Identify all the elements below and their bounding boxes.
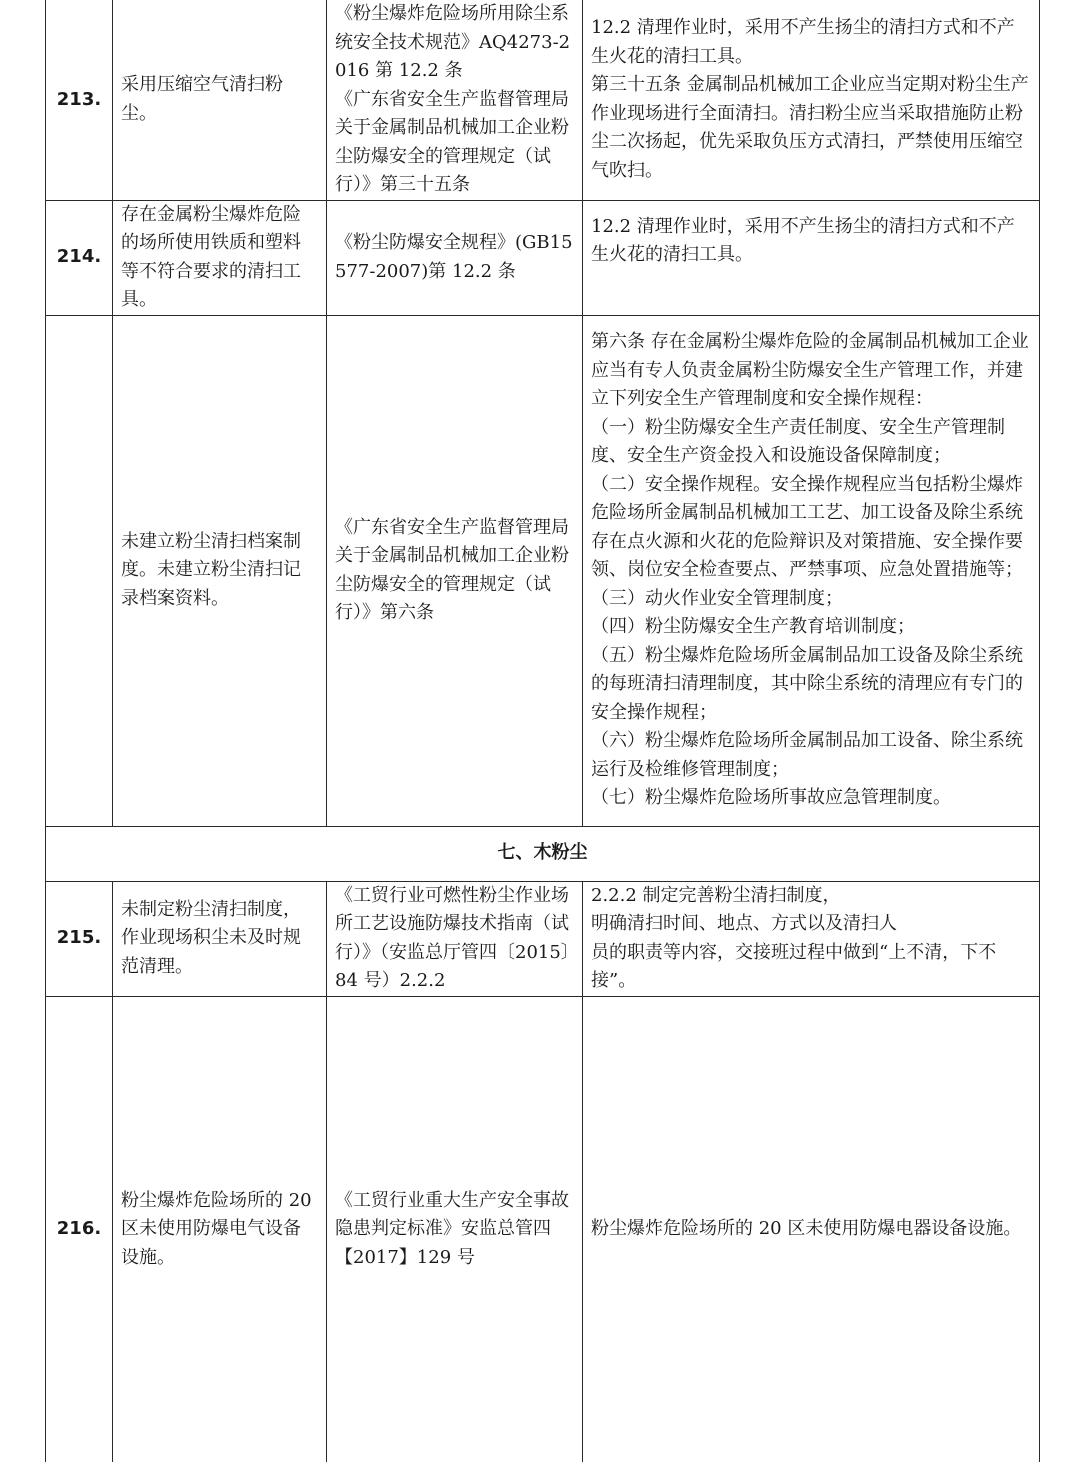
row-number: 216.	[46, 996, 113, 1462]
requirement-cell	[583, 200, 1040, 315]
requirement-text: （五）粉尘爆炸危险场所金属制品加工设备及除尘系统的每班清扫清理制度，其中除尘系统的清理应有专门的安全操作规程；	[591, 644, 1023, 723]
issue-cell	[113, 200, 327, 315]
issue-text: 采用压缩空气清扫粉尘。	[121, 74, 283, 124]
basis-text: 《粉尘防爆安全规程》(GB15577-2007)第 12.2 条	[335, 232, 573, 282]
section-row	[46, 826, 1040, 881]
hazard-table	[45, 0, 1040, 1462]
issue-text: 未建立粉尘清扫档案制度。未建立粉尘清扫记录档案资料。	[121, 530, 301, 609]
basis-cell	[327, 996, 583, 1462]
requirement-cell	[583, 881, 1040, 996]
requirement-text: 第六条 存在金属粉尘爆炸危险的金属制品机械加工企业应当有专人负责金属粉尘防爆安全生产管理工作，并建立下列安全生产管理制度和安全操作规程：	[591, 331, 1029, 410]
table-row	[46, 996, 1040, 1462]
requirement-text: （四）粉尘防爆安全生产教育培训制度；	[591, 616, 915, 638]
row-number: 215.	[46, 881, 113, 996]
issue-cell	[113, 881, 327, 996]
requirement-text: 员的职责等内容，交接班过程中做到“上不清，下不接”。	[591, 941, 997, 991]
basis-cell	[327, 0, 583, 200]
requirement-cell	[583, 315, 1040, 826]
requirement-text: 12.2 清理作业时，采用不产生扬尘的清扫方式和不产生火花的清扫工具。	[591, 215, 1015, 265]
requirement-text: （一）粉尘防爆安全生产责任制度、安全生产管理制度、安全生产资金投入和设施设备保障制度；	[591, 416, 1005, 467]
requirement-text: 第三十五条 金属制品机械加工企业应当定期对粉尘生产作业现场进行全面清扫。清扫粉尘应当采取措施防止粉尘二次扬起，优先采取负压方式清扫，严禁使用压缩空气吹扫。	[591, 74, 1029, 181]
requirement-cell	[583, 996, 1040, 1462]
requirement-text: 粉尘爆炸危险场所的 20 区未使用防爆电器设备设施。	[591, 1218, 1022, 1239]
basis-cell	[327, 200, 583, 315]
row-number	[46, 315, 113, 826]
row-number: 214.	[46, 200, 113, 315]
row-number: 213.	[46, 0, 113, 200]
basis-text: 《工贸行业重大生产安全事故隐患判定标准》安监总管四【2017】129 号	[335, 1189, 569, 1268]
basis-text: 《工贸行业可燃性粉尘作业场所工艺设施防爆技术指南（试行）》（安监总厅管四〔2015〕84 号）2.2.2	[335, 884, 570, 991]
basis-text: 《广东省安全生产监督管理局关于金属制品机械加工企业粉尘防爆安全的管理规定（试行）》第六条	[335, 516, 569, 623]
issue-cell	[113, 0, 327, 200]
basis-cell	[327, 881, 583, 996]
section-title: 七、木粉尘	[46, 826, 1040, 881]
basis-cell	[327, 315, 583, 826]
basis-text: 《粉尘爆炸危险场所用除尘系统安全技术规范》AQ4273-2016 第 12.2 条	[335, 3, 571, 81]
requirement-text: （二）安全操作规程。安全操作规程应当包括粉尘爆炸危险场所金属制品机械加工工艺、加工设备及除尘系统存在点火源和火花的危险辩识及对策措施、安全操作要领、岗位安全检查要点、严禁事项、应急处置措施等；	[591, 473, 1023, 581]
table-row	[46, 0, 1040, 200]
requirement-text: 12.2 清理作业时，采用不产生扬尘的清扫方式和不产生火花的清扫工具。	[591, 17, 1015, 67]
issue-cell	[113, 315, 327, 826]
requirement-text: 明确清扫时间、地点、方式以及清扫人	[591, 913, 897, 934]
requirement-cell	[583, 0, 1040, 200]
requirement-text: （三）动火作业安全管理制度；	[591, 587, 843, 609]
table-row	[46, 881, 1040, 996]
table-row	[46, 315, 1040, 826]
requirement-text: 2.2.2 制定完善粉尘清扫制度，	[591, 884, 841, 906]
requirement-text: （七）粉尘爆炸危险场所事故应急管理制度。	[591, 787, 951, 809]
basis-text: 《广东省安全生产监督管理局关于金属制品机械加工企业粉尘防爆安全的管理规定（试行）》第三十五条	[335, 88, 569, 195]
issue-text: 未制定粉尘清扫制度，作业现场积尘未及时规范清理。	[121, 898, 301, 977]
issue-text: 粉尘爆炸危险场所的 20 区未使用防爆电气设备设施。	[121, 1189, 312, 1268]
table-row	[46, 200, 1040, 315]
requirement-text: （六）粉尘爆炸危险场所金属制品加工设备、除尘系统运行及检维修管理制度；	[591, 730, 1023, 780]
issue-text: 存在金属粉尘爆炸危险的场所使用铁质和塑料等不符合要求的清扫工具。	[121, 203, 301, 310]
issue-cell	[113, 996, 327, 1462]
